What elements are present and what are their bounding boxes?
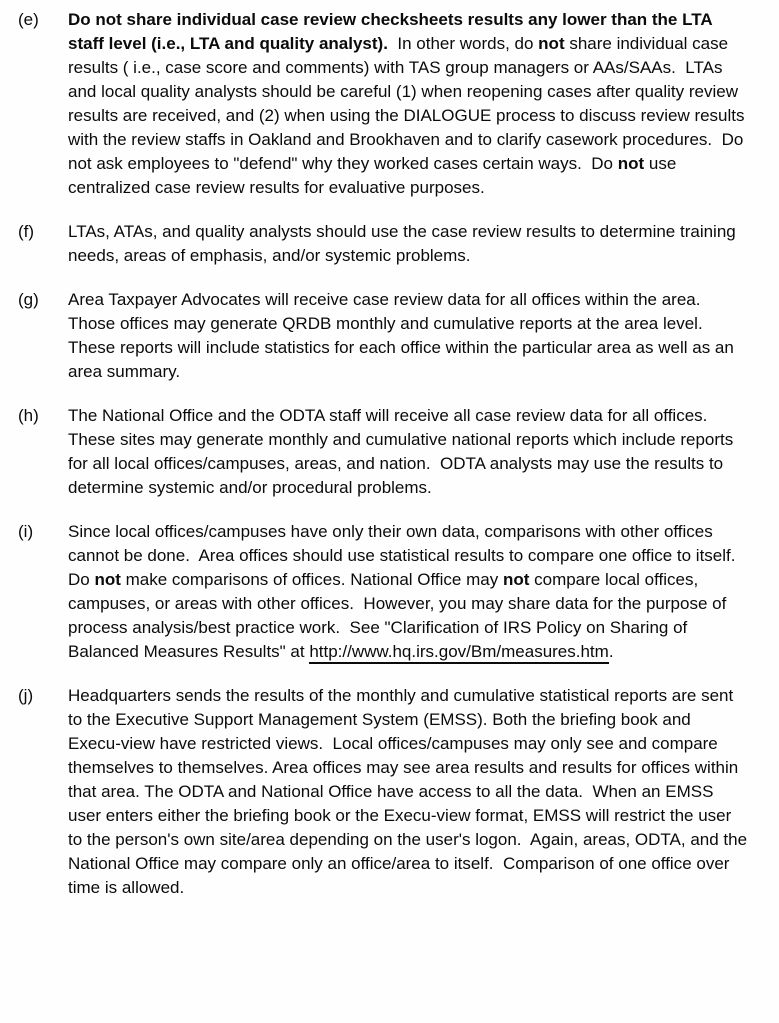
paragraph-body bbox=[68, 684, 752, 900]
text-run: use centralized case review results for evaluative purposes. bbox=[68, 154, 682, 197]
paragraph-body bbox=[68, 520, 748, 664]
paragraph-label: (h) bbox=[18, 406, 39, 425]
text-run: In other words, do bbox=[387, 34, 539, 53]
paragraph-label: (i) bbox=[18, 522, 34, 541]
text-run: Since local offices/campuses have only their own data, comparisons with other offices cannot be done. Area offices should use statistical results to compare one office to itself. Do bbox=[68, 522, 745, 589]
paragraph-body bbox=[68, 288, 748, 384]
paragraph-body bbox=[68, 8, 748, 200]
bold-text-run: not bbox=[617, 154, 645, 173]
text-run: LTAs, ATAs, and quality analysts should use the case review results to determine training needs, areas of emphasis, and/or systemic problems. bbox=[68, 222, 741, 265]
paragraph-i bbox=[18, 520, 749, 664]
paragraph-body bbox=[68, 220, 748, 268]
paragraph-h bbox=[18, 404, 749, 500]
text-run: compare local offices, campuses, or areas with other offices. However, you may share data for the purpose of process analysis/best practice work. See "Clarification of IRS Policy on Sharing of Balanced Measures Results" at bbox=[68, 570, 732, 661]
paragraph-e bbox=[18, 8, 749, 200]
paragraph-g bbox=[18, 288, 749, 384]
text-run: Area Taxpayer Advocates will receive case review data for all offices within the area. Those offices may generate QRDB monthly and cumulative reports at the area level. These reports will include statistics for each office within the particular area as well as an area summary. bbox=[68, 290, 739, 381]
text-run: share individual case results ( i.e., case score and comments) with TAS group managers or AAs/SAAs. LTAs and local quality analysts should be careful (1) when reopening cases after quality review results are received, and (2) when using the DIALOGUE process to discuss review results with the review staffs in Oakland and Brookhaven and to clarify casework procedures. Do not ask employees to "defend" why they worked cases certain ways. Do bbox=[68, 34, 750, 173]
paragraph-j bbox=[18, 684, 752, 900]
bold-text-run: Do not share individual case review checksheets results any lower than the LTA staff level (i.e., LTA and quality analyst). bbox=[68, 10, 717, 53]
bold-text-run: not bbox=[502, 570, 530, 589]
paragraph-body bbox=[68, 404, 748, 500]
text-run: make comparisons of offices. National Office may bbox=[120, 570, 503, 589]
bold-text-run: not bbox=[538, 34, 565, 53]
paragraph-label: (j) bbox=[18, 686, 34, 705]
bold-text-run: not bbox=[94, 570, 121, 589]
paragraph-label: (g) bbox=[18, 290, 39, 309]
text-run: Headquarters sends the results of the monthly and cumulative statistical reports are sent to the Executive Support Management System (EMSS). Both the briefing book and Execu-view have restricted views. Local offices/campuses may only see and compare themselves to themselves. Area offices may see area results and results for offices within that area. The ODTA and National Office have access to all the data. When an EMSS user enters either the briefing book or the Execu-view format, EMSS will restrict the user to the person's own site/area depending on the user's logon. Again, areas, ODTA, and the National Office may compare only an office/area to itself. Comparison of one office over time is allowed. bbox=[68, 686, 752, 897]
text-run: The National Office and the ODTA staff will receive all case review data for all offices. These sites may generate monthly and cumulative national reports which include reports for all local offices/campuses, areas, and nation. ODTA analysts may use the results to determine systemic and/or procedural problems. bbox=[68, 406, 738, 497]
paragraph-f bbox=[18, 220, 749, 268]
paragraph-label: (e) bbox=[18, 10, 39, 29]
text-run: . bbox=[608, 642, 614, 661]
url-text: http://www.hq.irs.gov/Bm/measures.htm bbox=[309, 642, 609, 664]
paragraph-label: (f) bbox=[18, 222, 35, 241]
